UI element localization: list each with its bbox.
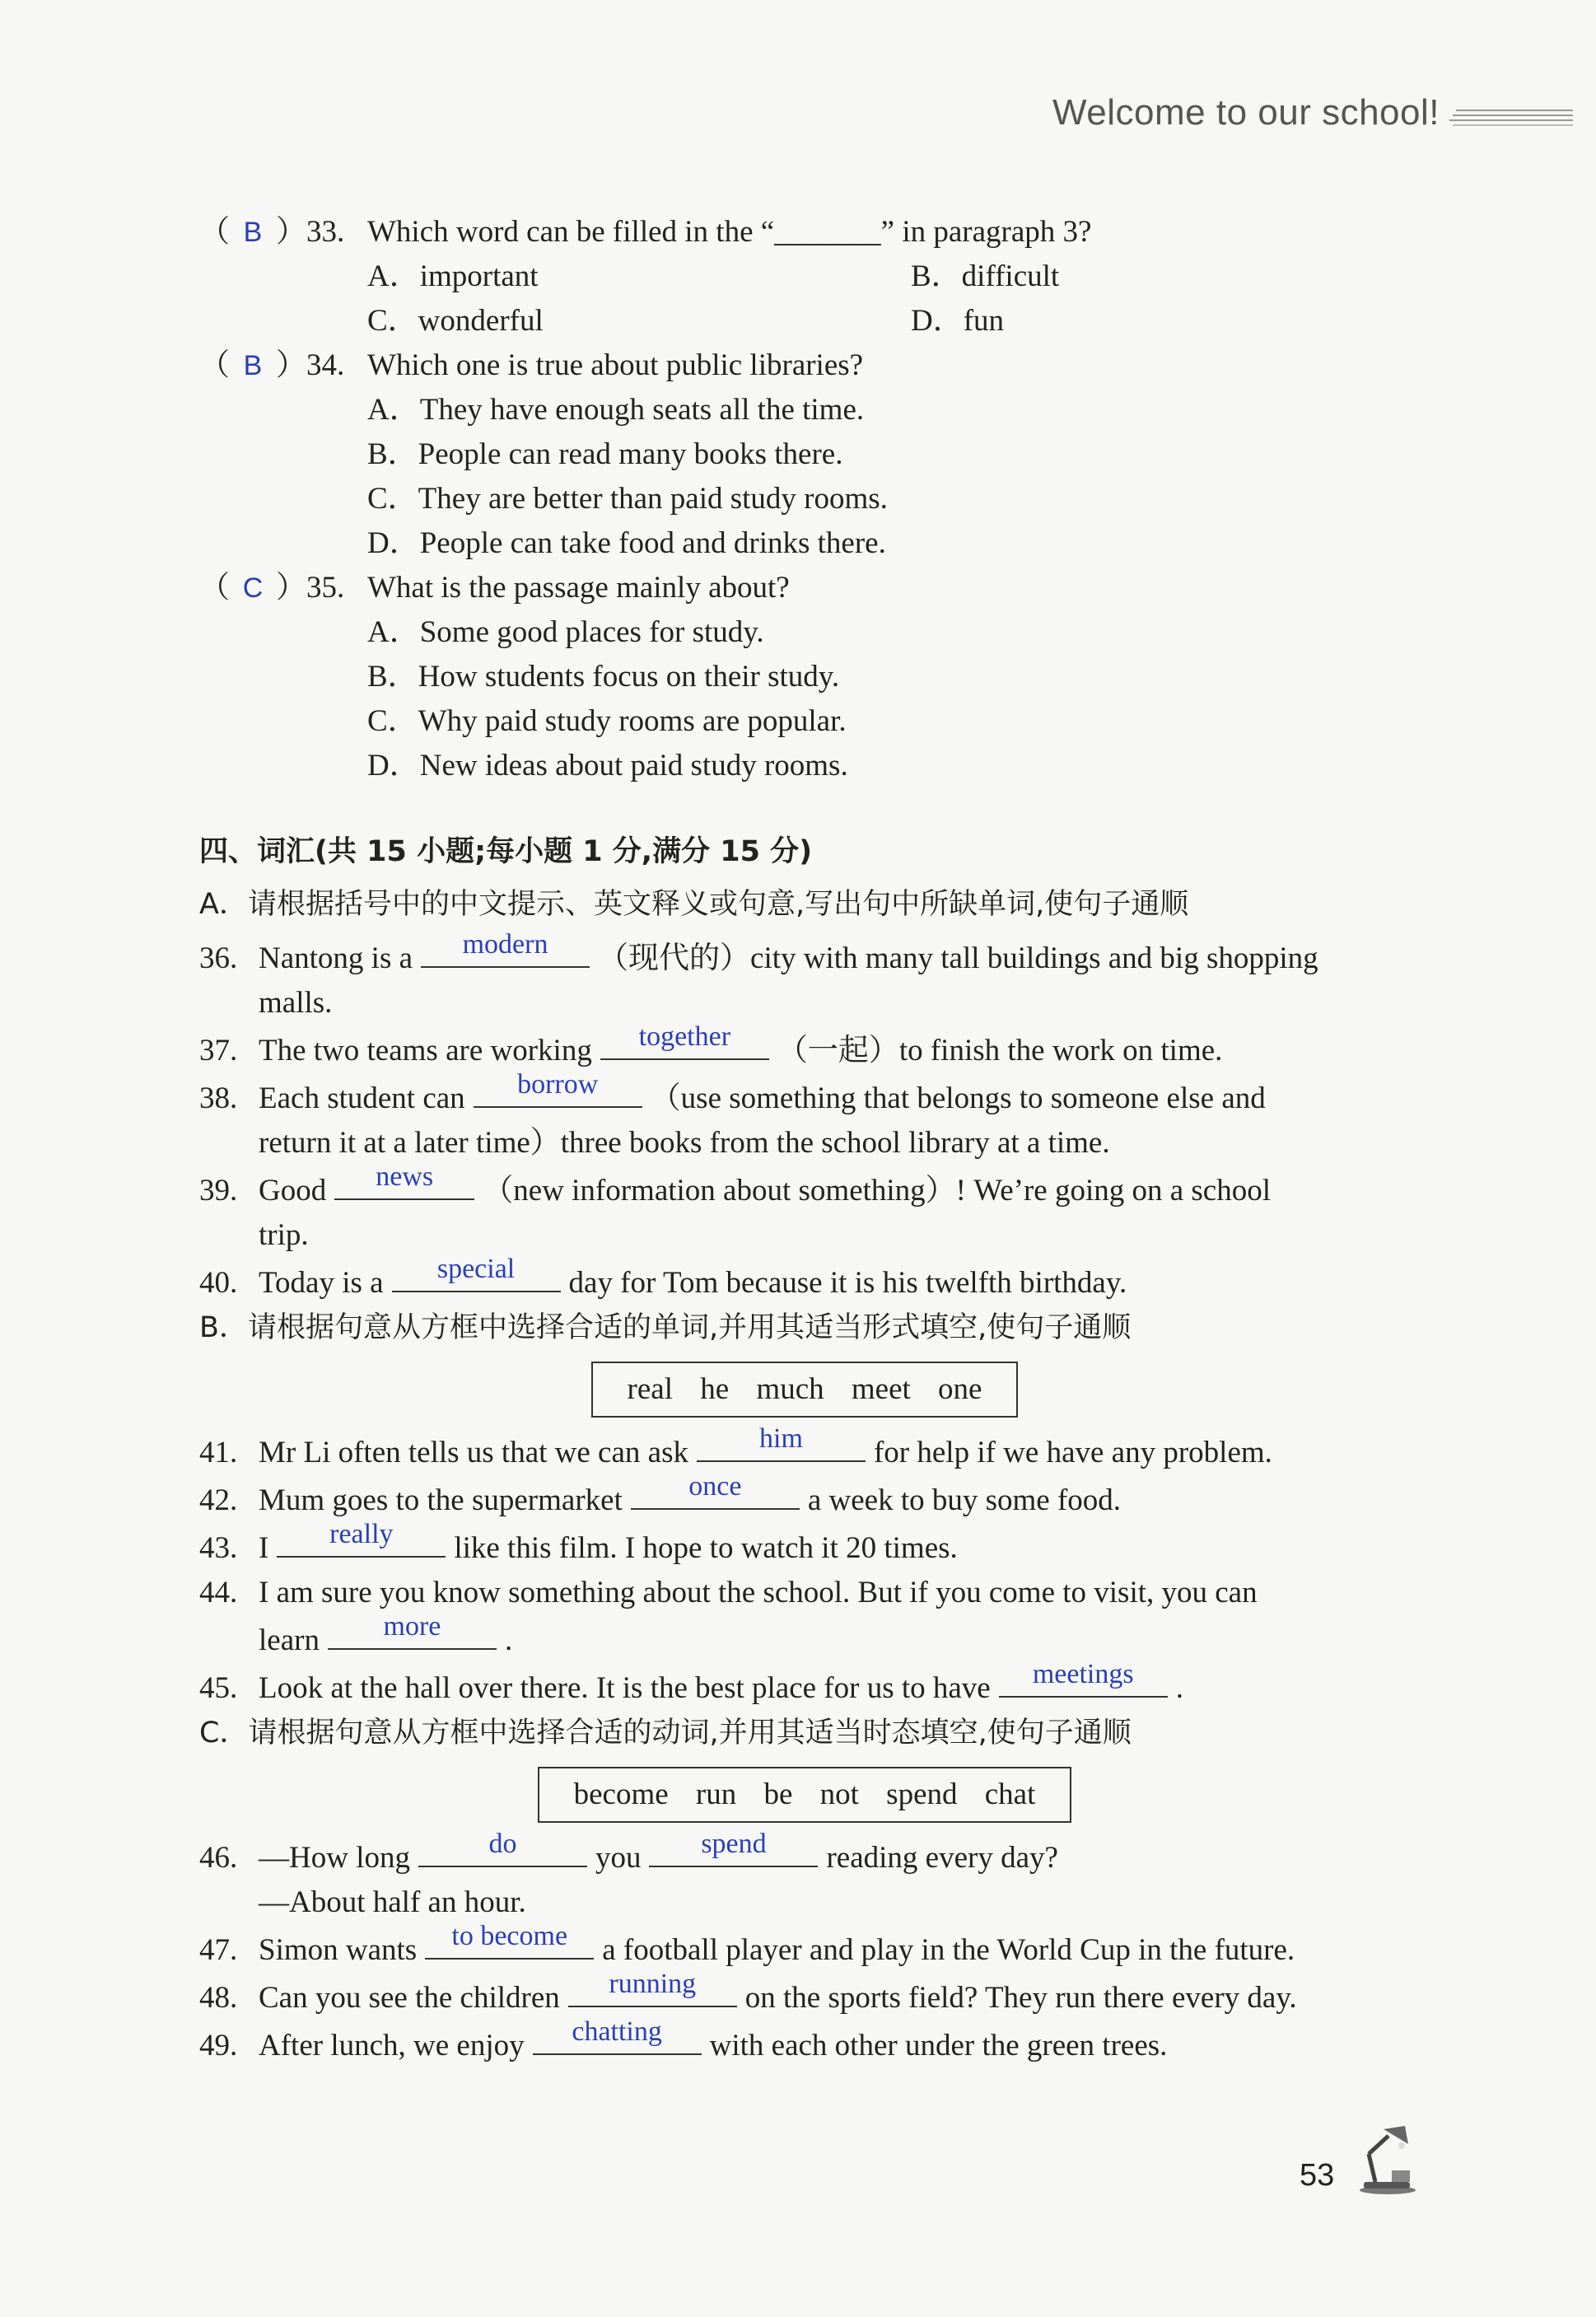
question-text: （现代的）city with many tall buildings and big shopping xyxy=(598,941,1318,975)
question-number: 36. xyxy=(199,941,238,975)
question-text: After lunch, we enjoy xyxy=(259,2029,525,2062)
question-number: 40. xyxy=(199,1266,238,1300)
filled-answer: him xyxy=(759,1423,803,1454)
option-c: C．Why paid study rooms are popular. xyxy=(367,704,847,738)
filled-answer: news xyxy=(376,1161,434,1192)
answer-33: B xyxy=(243,217,263,248)
filled-answer: modern xyxy=(462,929,548,960)
filled-answer: meetings xyxy=(1032,1659,1134,1689)
question-text: Simon wants xyxy=(259,1933,418,1967)
page-header-title: Welcome to our school! xyxy=(1052,92,1440,133)
question-34 xyxy=(199,343,1410,566)
question-text: for help if we have any problem. xyxy=(873,1436,1272,1469)
question-continuation: malls. xyxy=(259,986,333,1020)
question-number: 47. xyxy=(199,1933,238,1967)
question-47 xyxy=(199,1921,1410,1973)
question-number: 49. xyxy=(199,2029,238,2062)
question-38 xyxy=(199,1069,1410,1121)
question-text: a week to buy some food. xyxy=(807,1483,1122,1517)
question-text: Good xyxy=(259,1174,327,1208)
question-text: （一起）to finish the work on time. xyxy=(777,1034,1223,1067)
answer-blank[interactable] xyxy=(334,1161,474,1200)
answer-blank[interactable] xyxy=(474,1069,642,1108)
filled-answer: borrow xyxy=(517,1069,599,1100)
question-text: —How long xyxy=(259,1841,410,1875)
question-text: Mum goes to the supermarket xyxy=(259,1483,623,1517)
answer-blank[interactable] xyxy=(277,1519,446,1558)
question-number: 41. xyxy=(199,1436,238,1469)
question-text: The two teams are working xyxy=(259,1034,592,1067)
filled-answer: more xyxy=(383,1611,441,1642)
answer-blank[interactable] xyxy=(533,2016,702,2055)
question-number: 48. xyxy=(199,1981,238,2015)
option-c: C．They are better than paid study rooms. xyxy=(367,482,888,516)
question-number: 42. xyxy=(199,1483,238,1517)
answer-blank-2[interactable] xyxy=(649,1829,818,1867)
question-number: 38. xyxy=(199,1081,238,1115)
question-text: a football player and play in the World Cup in the future. xyxy=(602,1933,1295,1967)
question-text: day for Tom because it is his twelfth birthday. xyxy=(568,1266,1127,1300)
option-b: B．difficult xyxy=(911,259,1060,293)
filled-answer: running xyxy=(609,1969,697,1999)
question-text: （new information about something）! We’re going on a school xyxy=(483,1174,1271,1208)
question-number: 45. xyxy=(199,1671,238,1705)
answer-35: C xyxy=(242,572,264,604)
word-box-b: real he much meet one xyxy=(591,1362,1019,1418)
question-text: like this film. I hope to watch it 20 times. xyxy=(454,1531,958,1565)
question-number: 46. xyxy=(199,1841,238,1875)
filled-answer: do xyxy=(488,1829,517,1859)
answer-blank[interactable] xyxy=(392,1254,561,1292)
answer-bracket: （ B ） xyxy=(199,210,306,255)
question-text: I am sure you know something about the school. But if you come to visit, you can xyxy=(259,1576,1258,1609)
question-36 xyxy=(199,929,1410,981)
question-number: 33. xyxy=(306,215,345,249)
page-content xyxy=(199,210,1410,2068)
filled-answer: once xyxy=(688,1471,742,1502)
question-text: learn xyxy=(259,1623,320,1657)
question-number: 44. xyxy=(199,1576,238,1609)
question-39 xyxy=(199,1161,1410,1213)
answer-bracket: （ B ） xyxy=(199,343,306,388)
question-40 xyxy=(199,1254,1410,1306)
question-continuation: return it at a later time）three books from the school library at a time. xyxy=(259,1126,1110,1160)
desk-lamp-icon xyxy=(1351,2121,1425,2195)
question-41 xyxy=(199,1423,1410,1475)
question-number: 39. xyxy=(199,1174,238,1208)
answer-blank[interactable] xyxy=(999,1659,1168,1698)
section-title: 四、词汇(共 15 小题;每小题 1 分,满分 15 分) xyxy=(199,835,813,868)
answer-blank[interactable] xyxy=(418,1829,587,1867)
page-number: 53 xyxy=(1300,2158,1335,2193)
filled-answer: together xyxy=(638,1021,731,1052)
filled-answer: spend xyxy=(701,1829,767,1859)
question-text: you xyxy=(595,1841,642,1875)
option-a: A．They have enough seats all the time. xyxy=(367,393,865,427)
answer-blank[interactable] xyxy=(600,1021,769,1060)
answer-blank[interactable] xyxy=(631,1471,800,1510)
part-a-instruction: A．请根据括号中的中文提示、英文释义或句意,写出句中所缺单词,使句子通顺 xyxy=(199,888,1189,921)
question-number: 37. xyxy=(199,1034,238,1067)
answer-blank[interactable] xyxy=(425,1921,594,1960)
option-d: D．People can take food and drinks there. xyxy=(367,526,886,560)
question-continuation xyxy=(199,1611,1410,1663)
question-text: Mr Li often tells us that we can ask xyxy=(259,1436,688,1469)
option-d: D．fun xyxy=(911,304,1005,338)
question-text: I xyxy=(259,1531,269,1565)
question-text: Which word can be filled in the “_______” in paragraph 3? xyxy=(367,215,1092,249)
question-text: Which one is true about public libraries? xyxy=(367,348,864,382)
question-text: . xyxy=(1175,1671,1183,1705)
answer-blank[interactable] xyxy=(328,1611,497,1650)
option-b: B．People can read many books there. xyxy=(367,437,843,471)
option-a: A．important xyxy=(367,259,539,293)
part-c-instruction: C．请根据句意从方框中选择合适的动词,并用其适当时态填空,使句子通顺 xyxy=(199,1717,1132,1749)
question-text: with each other under the green trees. xyxy=(709,2029,1168,2062)
question-43 xyxy=(199,1519,1410,1571)
question-continuation: —About half an hour. xyxy=(259,1885,526,1919)
question-text: What is the passage mainly about? xyxy=(367,571,790,605)
answer-bracket: （ C ） xyxy=(199,566,306,610)
question-text: Can you see the children xyxy=(259,1981,560,2015)
question-number: 43. xyxy=(199,1531,238,1565)
question-text: （use something that belongs to someone else and xyxy=(650,1081,1266,1115)
question-37 xyxy=(199,1021,1410,1073)
filled-answer: to become xyxy=(451,1921,568,1951)
question-42 xyxy=(199,1471,1410,1523)
option-a: A．Some good places for study. xyxy=(367,615,764,649)
question-46 xyxy=(199,1829,1410,1880)
question-continuation: trip. xyxy=(259,1218,309,1252)
option-d: D．New ideas about paid study rooms. xyxy=(367,749,848,782)
question-text: reading every day? xyxy=(826,1841,1058,1875)
question-49 xyxy=(199,2016,1410,2068)
question-text: Nantong is a xyxy=(259,941,413,975)
header-decoration-icon xyxy=(1449,107,1573,127)
part-b-instruction: B．请根据句意从方框中选择合适的单词,并用其适当形式填空,使句子通顺 xyxy=(199,1311,1132,1344)
option-c: C．wonderful xyxy=(367,304,544,338)
answer-blank[interactable] xyxy=(568,1969,737,2007)
question-44 xyxy=(199,1571,1410,1615)
question-text: Look at the hall over there. It is the best place for us to have xyxy=(259,1671,991,1705)
question-number: 35. xyxy=(306,571,345,605)
question-number: 34. xyxy=(306,348,345,382)
question-text: . xyxy=(504,1623,513,1657)
answer-blank[interactable] xyxy=(421,929,590,968)
question-text: Each student can xyxy=(259,1081,465,1115)
answer-blank[interactable] xyxy=(697,1423,866,1462)
option-b: B．How students focus on their study. xyxy=(367,660,840,694)
question-text: Today is a xyxy=(259,1266,384,1300)
question-text: on the sports field? They run there every day. xyxy=(744,1981,1297,2015)
word-box-c: become run be not spend chat xyxy=(538,1767,1072,1823)
answer-34: B xyxy=(243,350,263,381)
question-35 xyxy=(199,566,1410,788)
question-48 xyxy=(199,1969,1410,2020)
filled-answer: really xyxy=(329,1519,394,1549)
question-45 xyxy=(199,1659,1410,1711)
filled-answer: special xyxy=(436,1254,516,1284)
filled-answer: chatting xyxy=(572,2016,662,2047)
question-33 xyxy=(199,210,1410,343)
